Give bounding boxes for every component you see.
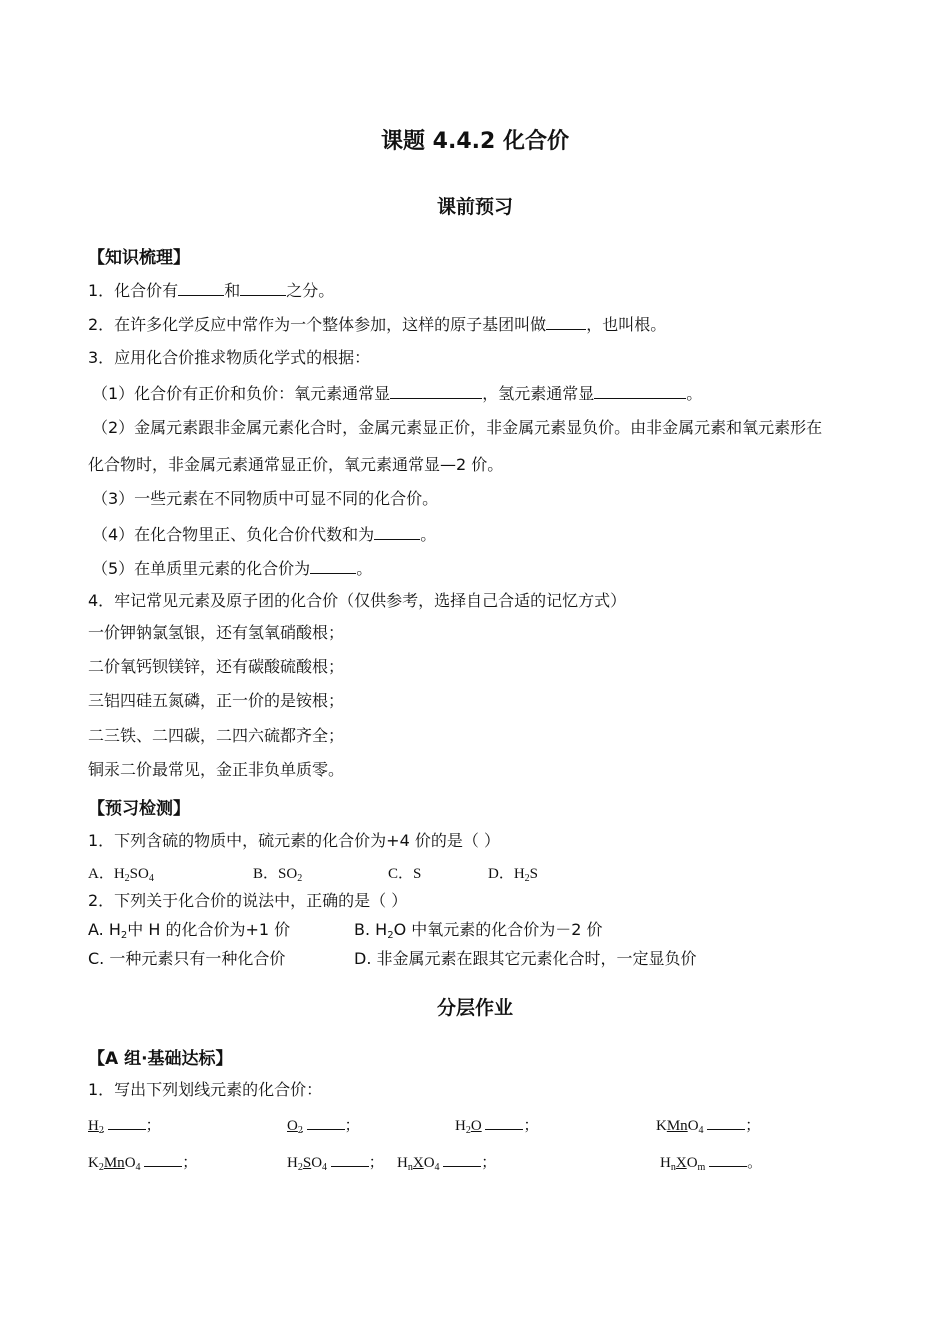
page-title: 课题 4.4.2 化合价 — [381, 129, 569, 154]
question-1-option-d: D．$H_2S$ — [488, 866, 539, 884]
question-1-option-b: B．$SO_2$ — [253, 866, 303, 884]
question-2-option-c: C. 一种元素只有一种化合价 — [88, 949, 286, 968]
section-title-homework: 分层作业 — [436, 997, 513, 1019]
formula-hnxom: $H_nXO_m$ 。 — [660, 1151, 762, 1173]
formula-o2: $O_2$ ； — [287, 1114, 360, 1136]
rhyme-line: 三铝四硅五氮磷，正一价的是铵根； — [88, 691, 345, 710]
knowledge-sub-4: （4）在化合物里正、负化合价代数和为 。 — [92, 525, 437, 544]
knowledge-sub-2-cont: 化合物时，非金属元素通常显正价，氧元素通常显—2 价。 — [88, 455, 504, 474]
question-2-option-d: D. 非金属元素在跟其它元素化合时，一定显负价 — [354, 949, 697, 968]
formula-h2so4: $H_2SO_4$ ； — [287, 1151, 384, 1173]
knowledge-item-4: 4．牢记常见元素及原子团的化合价（仅供参考，选择自己合适的记忆方式） — [88, 591, 627, 610]
check-heading: 【预习检测】 — [88, 799, 190, 819]
knowledge-heading: 【知识梳理】 — [88, 248, 190, 268]
formula-hnxo4: $H_nXO_4$ ； — [397, 1151, 496, 1173]
question-2-option-b: B. $H_2O$ 中氧元素的化合价为－2 价 — [354, 920, 603, 941]
question-1: 1．下列含硫的物质中，硫元素的化合价为+4 价的是（ ） — [88, 831, 500, 850]
formula-h2o: $H_2O$ ； — [455, 1114, 538, 1136]
knowledge-sub-1: （1）化合价有正价和负价：氧元素通常显 ，氢元素通常显 。 — [92, 384, 703, 403]
knowledge-sub-5: （5）在单质里元素的化合价为 。 — [92, 559, 373, 578]
rhyme-line: 二三铁、二四碳，二四六硫都齐全； — [88, 726, 345, 745]
question-2: 2．下列关于化合价的说法中，正确的是（ ） — [88, 891, 408, 910]
group-a-heading: 【A 组·基础达标】 — [88, 1049, 233, 1069]
formula-kmno4: KMnO$_4$ ； — [656, 1114, 760, 1136]
rhyme-line: 一价钾钠氯氢银，还有氢氧硝酸根； — [88, 623, 345, 642]
rhyme-line: 二价氧钙钡镁锌，还有碳酸硫酸根； — [88, 657, 345, 676]
section-title-preview: 课前预习 — [436, 196, 513, 218]
formula-h2: $H_2$ ； — [88, 1114, 161, 1136]
knowledge-item-2: 2．在许多化学反应中常作为一个整体参加，这样的原子基团叫做 ，也叫根。 — [88, 315, 667, 334]
rhyme-line: 铜汞二价最常见，金正非负单质零。 — [88, 760, 345, 779]
formula-k2mno4: $K_2MnO_4$ ； — [88, 1151, 197, 1173]
question-2-option-a: A. $H_2$中 H 的化合价为+1 价 — [88, 920, 291, 941]
knowledge-item-1: 1．化合价有 和 之分。 — [88, 281, 335, 300]
question-1-option-c: C．S — [388, 866, 422, 882]
group-a-question-1: 1．写出下列划线元素的化合价： — [88, 1080, 323, 1099]
knowledge-sub-2: （2）金属元素跟非金属元素化合时，金属元素显正价，非金属元素显负价。由非金属元素和氧元素形在 — [92, 418, 823, 437]
question-1-option-a: A．$H_2SO_4$ — [88, 866, 154, 884]
knowledge-sub-3: （3）一些元素在不同物质中可显不同的化合价。 — [92, 489, 439, 508]
knowledge-item-3: 3．应用化合价推求物质化学式的根据： — [88, 348, 371, 367]
